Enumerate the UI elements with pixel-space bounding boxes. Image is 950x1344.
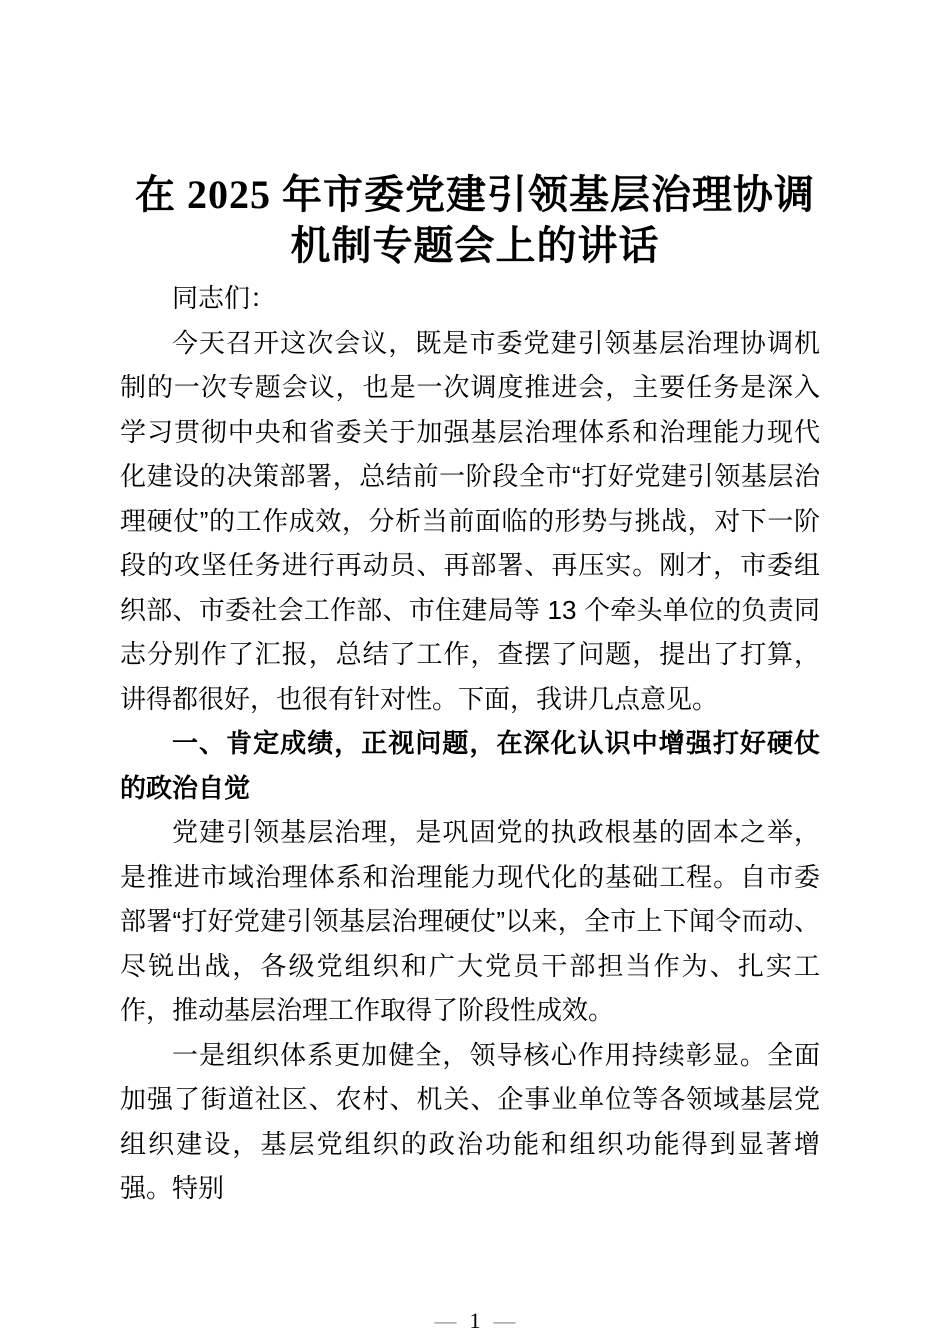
- section-1-intro-paragraph: 党建引领基层治理，是巩固党的执政根基的固本之举，是推进市域治理体系和治理能力现代化的基础工程。自市委部署“打好党建引领基层治理硬仗”以来，全市上下闻令而动、尽锐出战，各级党组织和广大党员干部担当作为、扎实工作，推动基层治理工作取得了阶段性成效。: [120, 817, 820, 1025]
- section-1-heading: 一、肯定成绩，正视问题，在深化认识中增强打好硬仗的政治自觉: [120, 728, 820, 803]
- salutation: 同志们：: [172, 283, 277, 313]
- document-body: [120, 276, 820, 1211]
- page-footer: [0, 1305, 950, 1337]
- page-number: 1: [469, 1308, 481, 1333]
- opening-paragraph: 今天召开这次会议，既是市委党建引领基层治理协调机制的一次专题会议，也是一次调度推进会，主要任务是深入学习贯彻中央和省委关于加强基层治理体系和治理能力现代化建设的决策部署，总结前一阶段全市“打好党建引领基层治理硬仗”的工作成效，分析当前面临的形势与挑战，对下一阶段的攻坚任务进行再动员、再部署、再压实。刚才，市委组织部、市委社会工作部、市住建局等 13 个牵头单位的负责同志分别作了汇报，总结了工作，查摆了问题，提出了打算，讲得都很好，也很有针对性。下面，我讲几点意见。: [120, 327, 820, 714]
- footer-dash-left: —: [434, 1308, 457, 1333]
- footer-dash-right: —: [493, 1308, 516, 1333]
- point-1-paragraph: 一是组织体系更加健全，领导核心作用持续彰显。全面加强了街道社区、农村、机关、企事业单位等各领域基层党组织建设，基层党组织的政治功能和组织功能得到显著增强。特别: [120, 1039, 820, 1203]
- document-title-line-2: 机制专题会上的讲话: [290, 223, 660, 268]
- document-title: [60, 169, 890, 271]
- document-title-line-1: 在 2025 年市委党建引领基层治理协调: [135, 172, 815, 217]
